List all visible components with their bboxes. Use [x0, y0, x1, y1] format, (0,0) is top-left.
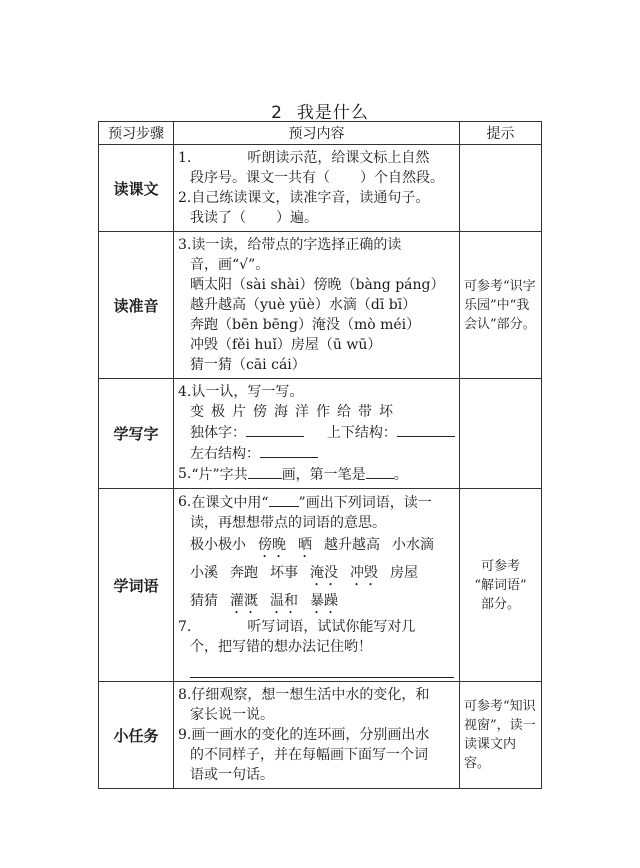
- label-topbottom: 上下结构：: [326, 425, 397, 441]
- content-words: [174, 489, 460, 682]
- item-number: 7.: [178, 619, 192, 635]
- word[interactable]: 傍晚: [258, 537, 286, 553]
- item-text: 个，把写错的想办法记住哟！: [190, 639, 372, 655]
- item-number: 3.: [178, 237, 192, 253]
- hint-text: 可参考: [480, 558, 520, 574]
- hint-words: [460, 489, 542, 682]
- item-text: 读，再想想带点的词语的意思。: [190, 515, 386, 531]
- pinyin-line[interactable]: 越升越高（yuè yüè）水滴（dī bī）: [190, 297, 417, 313]
- item-4: [178, 382, 455, 402]
- item-text: 自己练读课文，读准字音，读通句子。: [191, 190, 430, 206]
- item-text: 听朗读示范，给课文标上自然: [247, 150, 430, 166]
- item-number: 2.: [178, 190, 192, 206]
- character-list: 变极片傍海洋作给带坏: [190, 404, 400, 420]
- row-write: [99, 379, 542, 489]
- row-pron: [99, 232, 542, 379]
- row-words: [99, 489, 542, 682]
- item-text: 段序号。课文一共有（: [190, 170, 330, 186]
- word[interactable]: 小溪: [190, 565, 218, 581]
- item-3: [178, 235, 455, 255]
- underline-sample: [269, 492, 299, 507]
- step-task: 小任务: [99, 682, 174, 789]
- word[interactable]: 房屋: [390, 565, 418, 581]
- item-7: [178, 617, 455, 637]
- item-text: 音，画“√”。: [190, 257, 270, 273]
- word[interactable]: 猜猜: [190, 593, 218, 609]
- word[interactable]: 晒: [298, 537, 312, 553]
- step-read: 读课文: [99, 145, 174, 232]
- preview-table: [98, 121, 542, 789]
- pinyin-line[interactable]: 晒太阳（sài shài）傍晚（bàng páng）: [190, 277, 445, 293]
- word[interactable]: 灌溉: [230, 593, 258, 609]
- hint-text: “解词语”: [474, 577, 527, 593]
- item-2: [178, 188, 455, 208]
- content-pron: [174, 232, 460, 379]
- blank-first-stroke[interactable]: [366, 464, 394, 479]
- item-5: [178, 464, 455, 485]
- word[interactable]: 奔跑: [230, 565, 258, 581]
- pinyin-line[interactable]: 奔跑（bēn bēng）淹没（mò méi）: [190, 317, 421, 333]
- content-read: [174, 145, 460, 232]
- word-list: [178, 533, 455, 617]
- header-content: 预习内容: [174, 122, 460, 145]
- item-number: 1.: [178, 150, 192, 166]
- word[interactable]: 淹没: [310, 565, 338, 581]
- header-hint: 提示: [460, 122, 542, 145]
- item-number: 5.: [178, 466, 192, 482]
- item-text: 仔细观察，想一想生活中水的变化，和: [191, 687, 430, 703]
- pinyin-line[interactable]: 冲毁（fěi huǐ）房屋（ū wū）: [190, 337, 382, 353]
- item-text: 在课文中用“: [191, 495, 269, 511]
- word[interactable]: 坏事: [270, 565, 298, 581]
- item-9: [178, 725, 455, 745]
- blank-stroke-count[interactable]: [248, 464, 282, 479]
- item-text: 认一认，写一写。: [191, 384, 304, 400]
- item-text: 画一画水的变化的连环画，分别画出水: [191, 727, 430, 743]
- row-read: [99, 145, 542, 232]
- item-number: 6.: [178, 494, 192, 510]
- item-number: 4.: [178, 384, 192, 400]
- step-write: 学写字: [99, 379, 174, 489]
- hint-pron: 可参考“识字乐园”中“我会认”部分。: [460, 232, 542, 379]
- item-text: 家长说一说。: [190, 707, 274, 723]
- step-words: 学词语: [99, 489, 174, 682]
- lesson-title: [0, 98, 640, 123]
- hint-task: 可参考“知识视窗”，读一读课文内容。: [460, 682, 542, 789]
- word[interactable]: 越升越高: [324, 537, 380, 553]
- item-text: 。: [393, 467, 408, 483]
- lesson-title-text: 我是什么: [296, 103, 369, 123]
- label-leftright: 左右结构：: [190, 446, 260, 462]
- hint-read: [460, 145, 542, 232]
- item-text: 的不同样子，并在每幅画下面写一个词: [190, 747, 428, 763]
- row-task: [99, 682, 542, 789]
- hint-text: 部分。: [480, 596, 520, 612]
- dictation-answer-line[interactable]: [190, 669, 454, 678]
- label-single: 独体字：: [190, 425, 246, 441]
- item-text: 画，第一笔是: [281, 467, 366, 483]
- item-6: [178, 492, 455, 513]
- blank-leftright[interactable]: [260, 443, 318, 458]
- lesson-number: 2: [271, 103, 283, 123]
- word[interactable]: 极小极小: [190, 537, 246, 553]
- step-pron: 读准音: [99, 232, 174, 379]
- item-text: ）个自然段。: [360, 170, 444, 186]
- content-task: [174, 682, 460, 789]
- content-write: [174, 379, 460, 489]
- pinyin-line[interactable]: 猜一猜（cāi cái）: [190, 357, 306, 373]
- word[interactable]: 冲毁: [350, 565, 378, 581]
- item-text: 听写词语，试试你能写对几: [247, 619, 416, 635]
- item-text: 我读了（: [190, 210, 246, 226]
- item-number: 9.: [178, 727, 192, 743]
- hint-write: [460, 379, 542, 489]
- item-number: 8.: [178, 687, 192, 703]
- word[interactable]: 小水滴: [392, 537, 434, 553]
- item-text: 语或一句话。: [190, 767, 274, 783]
- blank-topbottom[interactable]: [397, 422, 455, 437]
- item-text: ）遍。: [276, 210, 318, 226]
- blank-single[interactable]: [246, 422, 304, 437]
- item-text: 读一读，给带点的字选择正确的读: [191, 237, 402, 253]
- header-row: [99, 122, 542, 145]
- item-8: [178, 685, 455, 705]
- item-text: “片”字共: [191, 467, 248, 483]
- item-1: [178, 148, 455, 168]
- item-text: ”画出下列词语，读一: [298, 495, 432, 511]
- word[interactable]: 温和: [270, 593, 298, 609]
- word[interactable]: 暴躁: [310, 593, 338, 609]
- header-step: 预习步骤: [99, 122, 174, 145]
